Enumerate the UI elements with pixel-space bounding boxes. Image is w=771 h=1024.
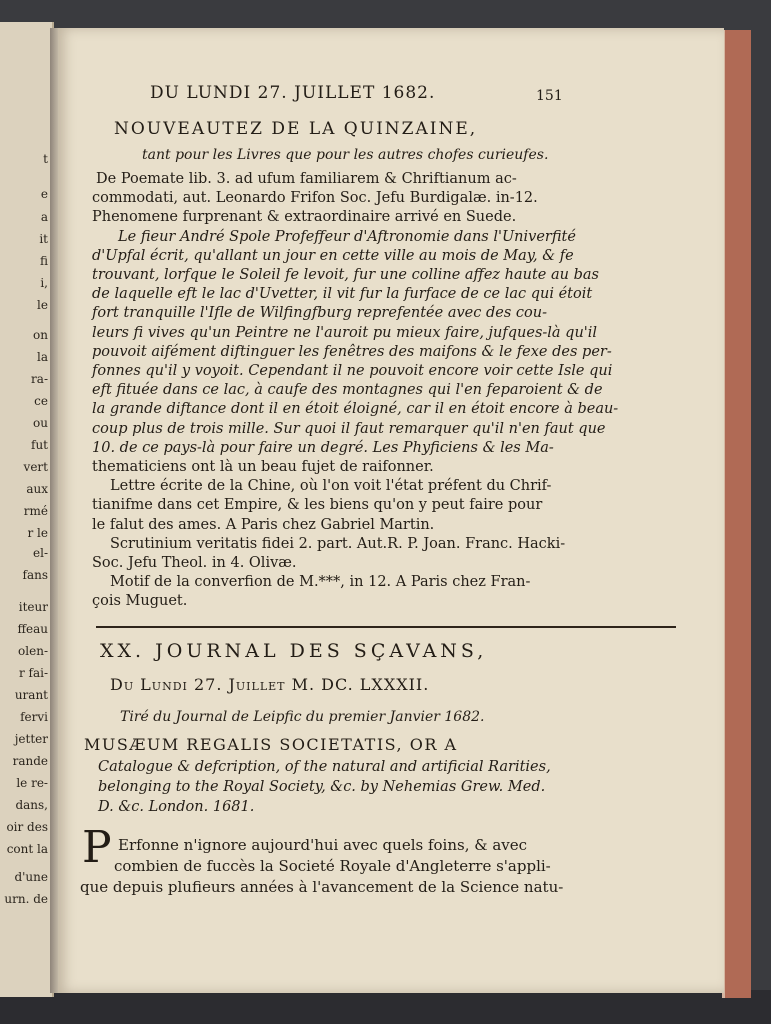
left-page-fragment: la (37, 350, 48, 364)
text-line: 10. de ce pays-là pour faire un degré. Les Phyficiens & les Ma- (92, 439, 554, 456)
left-page-fragment: it (39, 232, 48, 246)
text-line: Soc. Jefu Theol. in 4. Olivæ. (92, 555, 297, 571)
body-line: Erfonne n'ignore aujourd'hui avec quels foins, & avec (118, 836, 528, 854)
left-page-fragment: el- (33, 546, 48, 560)
text-line: De Poemate lib. 3. ad ufum familiarem & Chriftianum ac- (96, 171, 517, 187)
body-line: que depuis plufieurs années à l'avancement de la Science natu- (80, 878, 564, 896)
left-page-fragment: urn. de (4, 892, 48, 906)
left-page-fragment: ra- (31, 372, 48, 386)
section-title: NOUVEAUTEZ DE LA QUINZAINE, (114, 119, 478, 139)
left-page-fragment: olen- (18, 644, 48, 658)
text-line: Scrutinium veritatis fidei 2. part. Aut.R. P. Joan. Franc. Hacki- (110, 535, 566, 552)
left-page-fragment: jetter (14, 732, 48, 746)
issue-date: Du Lundi 27. Juillet M. DC. LXXXII. (110, 675, 430, 694)
left-page-fragment: a (40, 210, 48, 224)
left-page-fragment: aux (26, 482, 48, 496)
left-page-edge (0, 22, 54, 997)
text-line: commodati, aut. Leonardo Frifon Soc. Jefu Burdigalæ. in-12. (92, 190, 538, 207)
left-page-fragment: cont la (6, 842, 48, 856)
book-title: MUSÆUM REGALIS SOCIETATIS, OR A (84, 735, 458, 754)
text-line: fonnes qu'il y voyoit. Cependant il ne pouvoit encore voir cette Isle qui (92, 363, 613, 379)
left-page-fragment: rmé (23, 504, 48, 518)
text-line: pouvoit aifément diftinguer les fenêtres des maifons & le fexe des per- (92, 343, 612, 360)
left-page-fragment: oir des (6, 820, 48, 834)
left-page-fragment: t (43, 152, 48, 166)
section-divider (96, 626, 676, 628)
section-subtitle: tant pour les Livres que pour les autres chofes curieufes. (142, 147, 549, 163)
book-page (58, 28, 724, 993)
left-page-fragment: le re- (16, 776, 48, 790)
page-number: 151 (536, 88, 563, 104)
book-description-line: Catalogue & defcription, of the natural and artificial Rarities, (98, 759, 551, 775)
text-line: de laquelle eft le lac d'Uvetter, il vit fur la furface de ce lac qui étoit (92, 286, 593, 303)
text-line: tianifme dans cet Empire, & les biens qu'on y peut faire pour (92, 497, 543, 514)
left-page-fragment: dans, (15, 798, 48, 812)
left-page-fragment: fi (39, 254, 48, 268)
left-page-fragment: vert (23, 460, 48, 474)
book-description-line: D. &c. London. 1681. (98, 799, 255, 815)
text-line: la grande diftance dont il en étoit éloigné, car il en étoit encore à beau- (92, 401, 619, 418)
left-page-fragment: d'une (14, 870, 48, 884)
left-page-fragment: ffeau (17, 622, 48, 636)
journal-title: XX. JOURNAL DES SÇAVANS, (100, 640, 488, 662)
left-page-fragment: e (40, 187, 48, 201)
text-line: coup plus de trois mille. Sur quoi il faut remarquer qu'il n'en faut que (92, 420, 606, 437)
text-line: Le fieur André Spole Profeffeur d'Aftronomie dans l'Univerfité (118, 228, 576, 245)
text-line: eft fituée dans ce lac, à caufe des montagnes qui l'en feparoient & de (92, 382, 603, 399)
left-page-fragment: i, (40, 276, 48, 290)
text-line: thematiciens ont là un beau fujet de raifonner. (92, 459, 434, 475)
left-page-fragment: iteur (18, 600, 48, 614)
left-page-fragment: fut (31, 438, 48, 452)
background (0, 990, 771, 1024)
text-line: le falut des ames. A Paris chez Gabriel Martin. (92, 516, 435, 533)
left-page-fragment: fans (22, 568, 48, 582)
source-line: Tiré du Journal de Leipfic du premier Janvier 1682. (120, 709, 485, 725)
text-line: trouvant, lorfque le Soleil fe levoit, fur une colline affez haute au bas (92, 267, 599, 283)
text-line: leurs fi vives qu'un Peintre ne l'auroit pu mieux faire, jufques-là qu'il (92, 324, 598, 341)
left-page-fragment: r fai- (18, 666, 48, 680)
text-line: Phenomene furprenant & extraordinaire arrivé en Suede. (92, 209, 517, 226)
left-page-fragment: ou (33, 416, 48, 430)
left-page-fragment: le (37, 298, 48, 312)
left-page-fragment: ce (34, 394, 48, 408)
left-page-fragment: r le (27, 526, 48, 540)
text-line: fort tranquille l'Ifle de Wilfingfburg reprefentée avec des cou- (92, 305, 547, 322)
body-line: combien de fuccès la Societé Royale d'Angleterre s'appli- (114, 857, 551, 875)
text-line: Lettre écrite de la Chine, où l'on voit l'état préfent du Chrif- (110, 478, 552, 495)
page-edge-stack (722, 30, 751, 998)
text-line: çois Muguet. (92, 593, 188, 610)
left-page-fragment: urant (14, 688, 48, 702)
text-line: Motif de la converfion de M.***, in 12. A Paris chez Fran- (110, 574, 531, 591)
drop-cap: P (82, 822, 112, 873)
left-page-fragment: on (33, 328, 48, 342)
running-head: DU LUNDI 27. JUILLET 1682. (150, 83, 436, 103)
left-page-fragment: fervi (20, 710, 48, 724)
left-page-fragment: rande (12, 754, 48, 768)
text-line: d'Upfal écrit, qu'allant un jour en cette ville au mois de May, & fe (92, 247, 574, 264)
book-description-line: belonging to the Royal Society, &c. by Nehemias Grew. Med. (98, 779, 546, 795)
